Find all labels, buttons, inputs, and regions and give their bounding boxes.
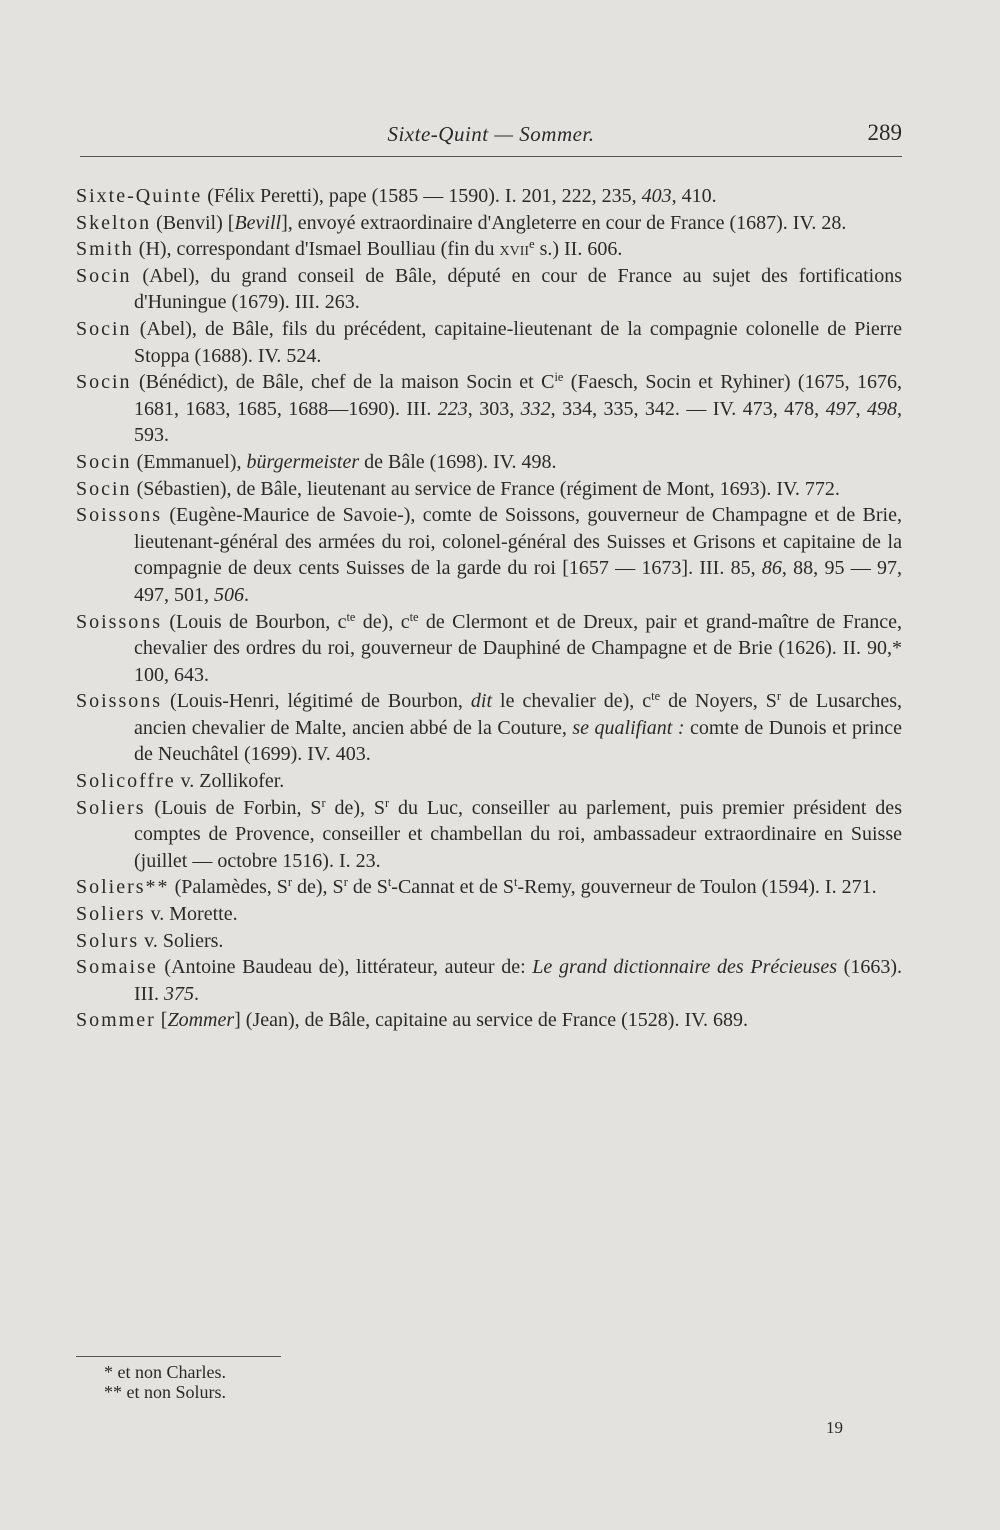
entry-headword: Socin [76, 317, 132, 340]
entry-text: e [529, 237, 535, 252]
entry-text: r [321, 795, 326, 810]
entry-headword: Soissons [76, 610, 163, 633]
entry-text: (Sébastien), de Bâle, lieutenant au service de France (régiment de Mont, 1693). IV. 772. [131, 477, 840, 500]
entry-text: 86 [761, 557, 782, 580]
entry-text: v. Zollikofer. [175, 770, 285, 793]
entry-headword: Soissons [76, 690, 163, 713]
entry-text: [ [155, 1009, 168, 1032]
entry-text: (Faesch, Socin et Ryhiner) (1675, 1676, 1681, 1683, 1685, 1688—1690). III. [134, 371, 902, 420]
entry-text: 403 [641, 185, 672, 207]
entry-text: (Antoine Baudeau de), littérateur, auteur de: [157, 956, 533, 979]
entry-headword: Soliers** [76, 876, 170, 899]
entry-headword: Skelton [76, 211, 152, 234]
entry-text: v. Soliers. [139, 929, 224, 952]
entry-text: r [385, 795, 390, 810]
entry-text: (H), correspondant d'Ismael Boulliau (fin du [133, 238, 500, 261]
entry-text: Zommer [167, 1009, 235, 1032]
index-entry [76, 183, 902, 210]
entry-text: , 410. [671, 185, 717, 207]
footnote-1: * et non Charles. [104, 1362, 226, 1382]
index-entry [76, 688, 902, 768]
entry-text: (Palamèdes, S [169, 876, 288, 899]
entry-text: ] (Jean), de Bâle, capitaine au service de France (1528). IV. 689. [234, 1009, 748, 1032]
entry-text: de Bâle (1698). IV. 498. [359, 450, 557, 473]
entry-text: , 334, 335, 342. — IV. 473, 478, [550, 397, 826, 420]
entry-text: de), S [325, 796, 386, 819]
entry-text: te [409, 609, 419, 624]
entry-text: te [651, 689, 661, 704]
entry-text: de), S [292, 876, 344, 899]
entry-text: (Abel), du grand conseil de Bâle, député en cour de France au sujet des fortifications d'Huningue (1679). III. 263. [131, 264, 902, 314]
entry-text: , 88, 95 — 97, 497, 501, [134, 557, 902, 606]
running-title: Sixte-Quint — Sommer. [387, 122, 595, 146]
entry-text: te [346, 609, 356, 624]
index-entry [76, 449, 902, 476]
entry-text: le chevalier de), c [492, 690, 652, 713]
entry-text: (Abel), de Bâle, fils du précédent, capitaine-lieutenant de la compagnie colonelle de Pierre Stoppa (1688). IV. 524. [131, 317, 902, 367]
entry-text: r [287, 875, 293, 890]
index-entries [76, 183, 902, 1034]
index-entry [76, 768, 902, 795]
index-entry [76, 476, 902, 503]
entry-text: (Louis de Forbin, S [145, 796, 322, 819]
header-rule [80, 156, 902, 157]
entry-text: r [776, 689, 782, 704]
entry-headword: Soliers [76, 903, 146, 926]
index-entry [76, 502, 902, 608]
entry-text: t [387, 875, 392, 890]
index-entry [76, 210, 902, 237]
index-entry [76, 236, 902, 263]
signature-mark: 19 [826, 1418, 843, 1437]
entry-text: 332 [520, 397, 551, 420]
index-entry [76, 901, 902, 928]
entry-text: Le grand dictionnaire des Précieuses [532, 956, 838, 979]
entry-headword: Sommer [76, 1009, 156, 1032]
footnotes [104, 1362, 226, 1402]
footnote-2: ** et non Solurs. [104, 1382, 227, 1402]
entry-headword: Soliers [76, 796, 146, 819]
entry-text: 497 [825, 397, 856, 420]
entry-text: (Louis de Bourbon, c [162, 610, 347, 633]
entry-headword: Socin [76, 450, 132, 473]
entry-text: ie [554, 370, 564, 385]
page-number: 289 [867, 120, 902, 145]
entry-text: (Emmanuel), [131, 450, 247, 473]
entry-headword: Socin [76, 264, 132, 287]
entry-text: (1663). III. [134, 956, 902, 1005]
entry-text: . [193, 982, 199, 1005]
page-header [80, 118, 902, 158]
index-entry [76, 1007, 902, 1034]
entry-text: r [343, 875, 348, 890]
entry-text: du Luc, conseiller au parlement, puis premier président des comptes de Provence, conseiller et chambellan du roi, ambassadeur extraordinaire en Suisse (juillet — octobre 1516). I. 23. [134, 796, 902, 872]
entry-text: v. Morette. [145, 903, 238, 926]
index-entry [76, 928, 902, 955]
entry-text: (Benvil) [ [151, 211, 235, 234]
entry-text: de Lusarches, ancien chevalier de Malte, ancien abbé de la Couture, [134, 690, 903, 739]
entry-headword: Solurs [76, 929, 140, 952]
entry-text: (Félix Peretti), pape (1585 — 1590). I. 201, 222, 235, [202, 185, 642, 207]
entry-headword: Somaise [76, 956, 158, 979]
index-entry [76, 795, 902, 875]
entry-text: -Remy, gouverneur de Toulon (1594). I. 271. [517, 876, 877, 899]
entry-text: -Cannat et de S [391, 876, 515, 899]
entry-text: ], envoyé extraordinaire d'Angleterre en cour de France (1687). IV. 28. [281, 211, 847, 234]
entry-headword: Solicoffre [76, 770, 176, 793]
footnote-rule [76, 1356, 281, 1357]
entry-text: , 593. [134, 397, 903, 447]
entry-text: 506 [214, 583, 244, 606]
entry-text: xvii [499, 238, 530, 261]
entry-text: , [855, 397, 868, 420]
entry-text: dit [470, 690, 493, 713]
entry-headword: Smith [76, 238, 134, 261]
index-entry [76, 316, 902, 369]
entry-text: de S [347, 876, 388, 899]
entry-text: bürgermeister [246, 450, 360, 473]
entry-text: de), c [355, 610, 410, 633]
entry-headword: Socin [76, 371, 132, 394]
entry-headword: Soissons [76, 504, 163, 527]
entry-text: . [244, 583, 249, 606]
entry-text: de Clermont et de Dreux, pair et grand-maître de France, chevalier des ordres du roi, gouverneur de Dauphiné de Champagne et de Brie (1626). II. 90,* 100, 643. [134, 610, 902, 686]
entry-text: 375 [163, 982, 194, 1005]
entry-text: (Bénédict), de Bâle, chef de la maison Socin et C [131, 371, 555, 394]
entry-headword: Sixte-Quinte [76, 185, 203, 207]
entry-text: comte de Dunois et prince de Neuchâtel (1699). IV. 403. [134, 716, 902, 766]
entry-text: s.) II. 606. [534, 238, 623, 261]
entry-headword: Socin [76, 477, 132, 500]
entry-text: Bevill [234, 211, 282, 234]
index-entry [76, 609, 902, 689]
entry-text: de Noyers, S [660, 690, 777, 713]
entry-text: , 303, [467, 397, 521, 420]
index-entry [76, 369, 902, 449]
index-entry [76, 874, 902, 901]
entry-text: 498 [867, 397, 898, 420]
index-entry [76, 263, 902, 316]
entry-text: (Louis-Henri, légitimé de Bourbon, [162, 690, 471, 713]
index-entry [76, 954, 902, 1007]
entry-text: se qualifiant : [572, 716, 685, 739]
entry-text: 223 [437, 397, 468, 420]
entry-text: t [514, 875, 518, 890]
entry-text: (Eugène-Maurice de Savoie-), comte de Soissons, gouverneur de Champagne et de Brie, lieutenant-général des armées du roi, colonel-général des Suisses et Grisons et capitaine de la compagnie de deux cents Suisses de la garde du roi [1657 — 1673]. III. 85, [134, 504, 902, 580]
